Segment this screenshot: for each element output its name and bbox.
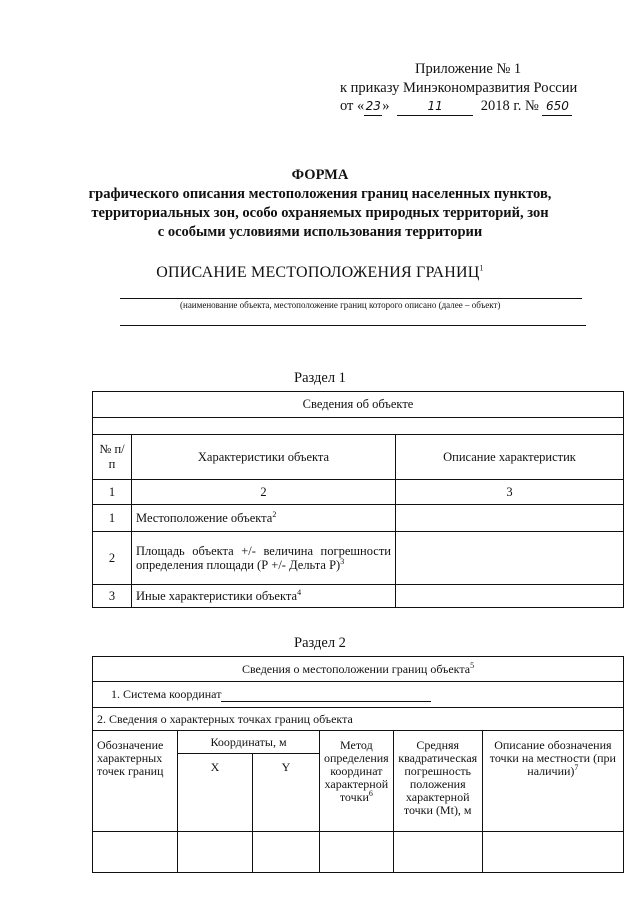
order-day: 23: [364, 97, 382, 116]
col-method-label: Метод определения координат характерной точки: [324, 738, 389, 804]
appendix-label: Приложение № 1: [415, 61, 522, 77]
data-row-x[interactable]: [178, 832, 253, 873]
order-date-prefix: от «: [340, 98, 365, 114]
coordinate-system-label: 1. Система координат: [111, 687, 222, 701]
data-row-rms[interactable]: [393, 832, 482, 873]
section1-blank-row: [93, 418, 624, 435]
col-characteristics-header: Характеристики объекта: [132, 435, 396, 480]
coordinate-system-row: [93, 682, 624, 708]
index-cell-2: 2: [132, 480, 396, 505]
section2-title-text: Сведения о местоположении границ объекта: [241, 661, 471, 676]
section1-table-title: Сведения об объекте: [93, 392, 624, 418]
order-number: 650: [542, 97, 572, 116]
boundary-description-heading: [0, 264, 640, 282]
row1-footnote: 2: [272, 509, 277, 519]
row3-text: [132, 585, 396, 608]
form-title: ФОРМА: [291, 167, 349, 183]
col-method-footnote: 6: [368, 789, 373, 798]
section2-label: Раздел 2: [294, 635, 346, 651]
heading-footnote: 1: [479, 263, 484, 273]
form-subtitle-line2: территориальных зон, особо охраняемых природных территорий, зон: [91, 205, 549, 221]
name-caption: (наименование объекта, местоположение границ которого описано (далее – объект): [180, 300, 501, 310]
coordinate-system-field[interactable]: [221, 689, 431, 702]
row2-label: Площадь объекта +/- величина погрешности определения площади (Р +/- Дельта Р): [136, 544, 391, 572]
form-subtitle-line3: с особыми условиями использования территории: [157, 224, 483, 240]
row3-num: 3: [93, 585, 132, 608]
section1-label: Раздел 1: [294, 370, 346, 386]
boundary-points-heading: 2. Сведения о характерных точках границ объекта: [93, 708, 624, 731]
row3-label: Иные характеристики объекта: [136, 588, 298, 603]
row1-text: [132, 505, 396, 532]
col-x: X: [178, 754, 253, 832]
section2-table-title: [93, 657, 624, 682]
row1-label: Местоположение объекта: [136, 510, 273, 525]
row3-footnote: 4: [297, 587, 302, 597]
data-row-y[interactable]: [253, 832, 320, 873]
order-year: 2018 г. №: [480, 98, 539, 114]
col-y: Y: [253, 754, 320, 832]
section2-title-footnote: 5: [470, 660, 475, 670]
order-reference: к приказу Минэкономразвития России: [340, 80, 578, 96]
form-subtitle-line1: графического описания местоположения границ населенных пунктов,: [88, 186, 552, 202]
row2-footnote: 3: [340, 556, 345, 566]
heading-text: ОПИСАНИЕ МЕСТОПОЛОЖЕНИЯ ГРАНИЦ: [156, 264, 480, 281]
col-description-header: Описание характеристик: [396, 435, 624, 480]
order-date-close: »: [382, 98, 390, 114]
row2-value[interactable]: [396, 532, 624, 585]
section2-table: [92, 656, 624, 873]
col-rms-error: Средняя квадратическая погрешность положения характерной точки (Mt), м: [393, 731, 482, 832]
row2-num: 2: [93, 532, 132, 585]
row3-value[interactable]: [396, 585, 624, 608]
col-point-description-footnote: 7: [574, 763, 579, 772]
col-point-description-label: Описание обозначения точки на местности (при наличии): [489, 738, 616, 778]
data-row-point[interactable]: [93, 832, 178, 873]
row1-num: 1: [93, 505, 132, 532]
name-line-2: [120, 325, 586, 326]
row1-value[interactable]: [396, 505, 624, 532]
col-method: [320, 731, 394, 832]
col-point-description: [482, 731, 623, 832]
row2-text: [132, 532, 396, 585]
data-row-description[interactable]: [482, 832, 623, 873]
col-num-header: № п/п: [93, 435, 132, 480]
section1-table: [92, 391, 624, 608]
index-cell-3: 3: [396, 480, 624, 505]
data-row-method[interactable]: [320, 832, 394, 873]
order-month: 11: [397, 97, 473, 116]
col-coordinates: Координаты, м: [178, 731, 320, 754]
name-line: [120, 298, 582, 299]
order-date-line: [340, 97, 590, 116]
index-cell-1: 1: [93, 480, 132, 505]
col-point-designation: Обозначение характерных точек границ: [93, 731, 178, 832]
